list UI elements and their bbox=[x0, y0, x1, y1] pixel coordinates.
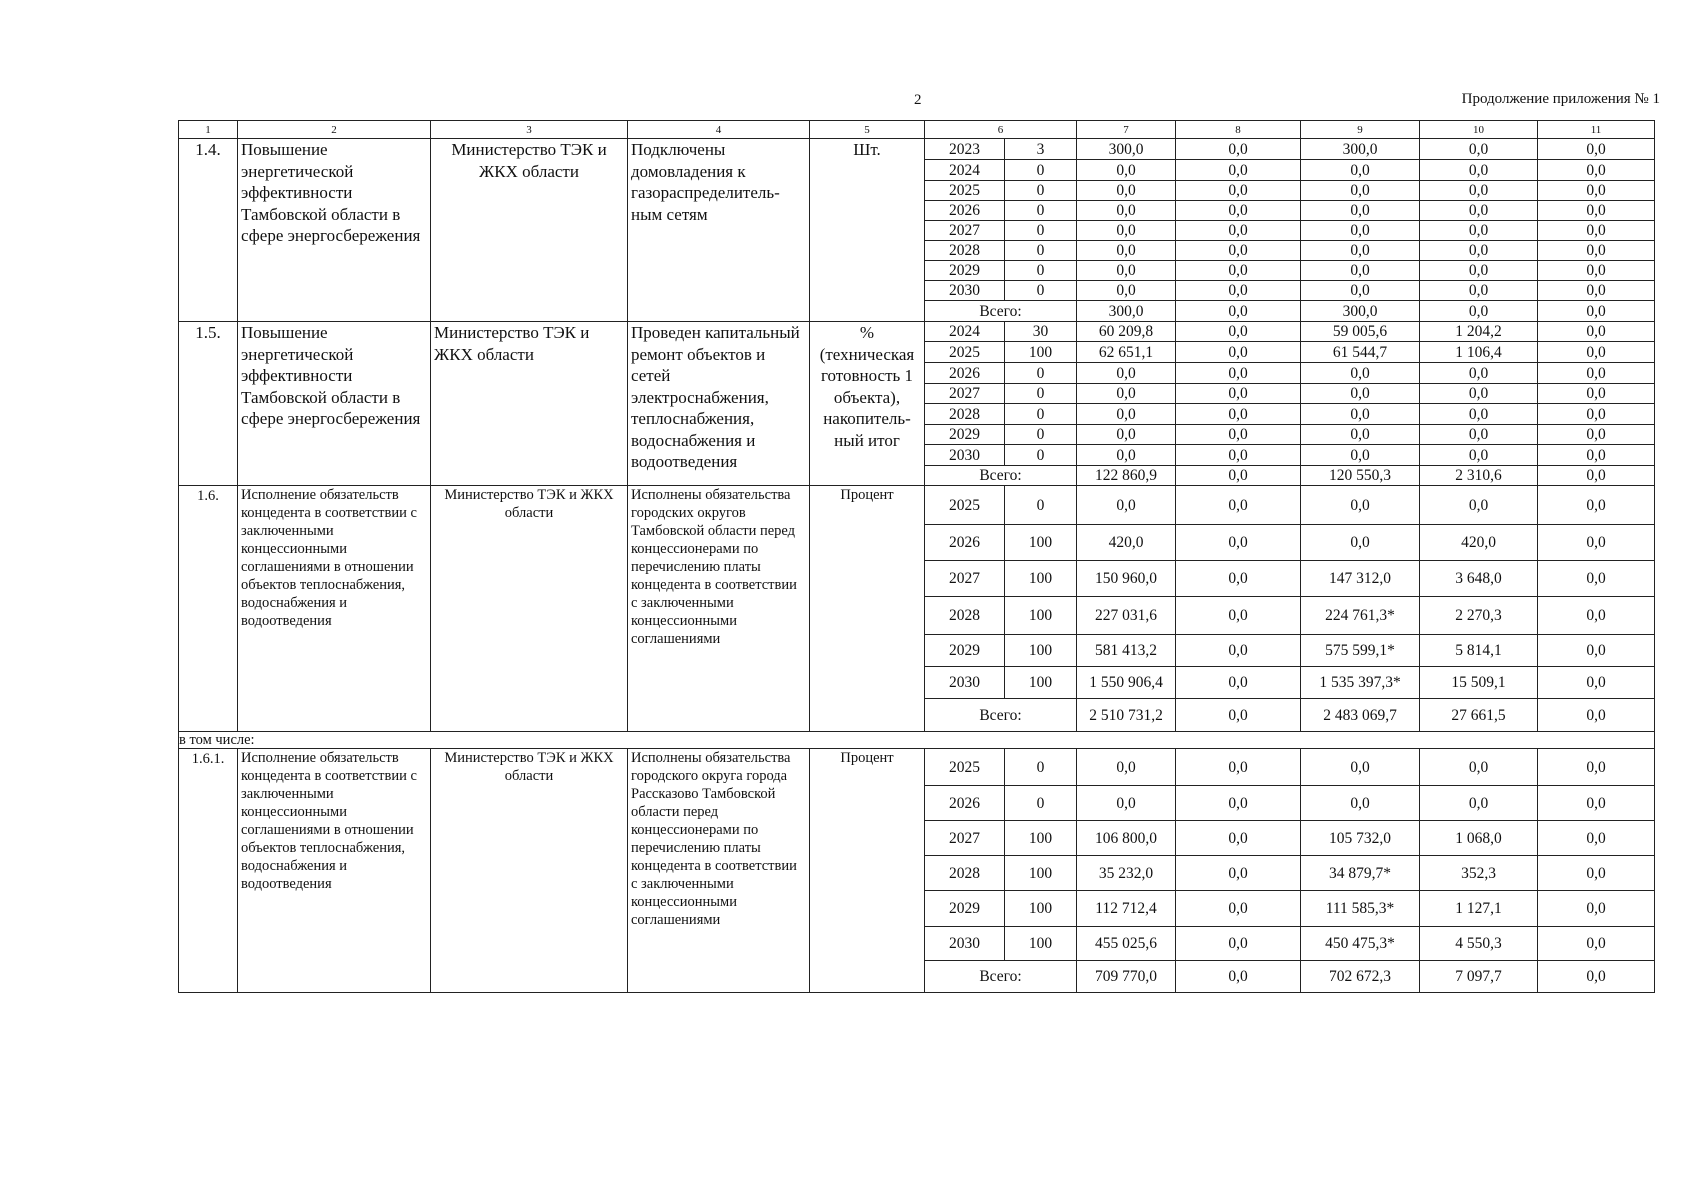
appendix-table bbox=[178, 120, 1655, 993]
amount-c7: 300,0 bbox=[1077, 139, 1176, 160]
year-cell: 2025 bbox=[925, 181, 1005, 201]
row-number: 1.6. bbox=[179, 486, 238, 732]
table-row bbox=[179, 749, 1655, 786]
col-header-6: 6 bbox=[925, 121, 1077, 139]
amount-c7: 0,0 bbox=[1077, 384, 1176, 404]
row-number: 1.4. bbox=[179, 139, 238, 322]
amount-c9: 0,0 bbox=[1301, 425, 1420, 445]
responsible-executor: Министерство ТЭК и ЖКХ области bbox=[431, 139, 628, 322]
amount-c7: 581 413,2 bbox=[1077, 635, 1176, 667]
indicator-value: 100 bbox=[1005, 667, 1077, 699]
amount-c8: 0,0 bbox=[1176, 322, 1301, 342]
total-c7: 122 860,9 bbox=[1077, 466, 1176, 486]
amount-c10: 1 127,1 bbox=[1420, 891, 1538, 927]
amount-c10: 0,0 bbox=[1420, 363, 1538, 384]
indicator-value: 0 bbox=[1005, 445, 1077, 466]
total-c11: 0,0 bbox=[1538, 961, 1655, 993]
year-cell: 2028 bbox=[925, 404, 1005, 425]
year-cell: 2027 bbox=[925, 821, 1005, 856]
amount-c7: 0,0 bbox=[1077, 221, 1176, 241]
amount-c10: 0,0 bbox=[1420, 384, 1538, 404]
amount-c11: 0,0 bbox=[1538, 786, 1655, 821]
unit-of-measure: % (техническая готовность 1 объекта), накопитель-ный итог bbox=[810, 322, 925, 486]
amount-c8: 0,0 bbox=[1176, 561, 1301, 597]
expected-result: Исполнены обязательства городского округа города Рассказово Тамбовской области перед концессионерами по перечислению платы концедента в соответствии с заключенными концессионными соглашениями bbox=[628, 749, 810, 993]
amount-c8: 0,0 bbox=[1176, 749, 1301, 786]
col-header-10: 10 bbox=[1420, 121, 1538, 139]
year-cell: 2028 bbox=[925, 241, 1005, 261]
year-cell: 2028 bbox=[925, 856, 1005, 891]
amount-c10: 0,0 bbox=[1420, 445, 1538, 466]
indicator-value: 0 bbox=[1005, 201, 1077, 221]
amount-c9: 0,0 bbox=[1301, 384, 1420, 404]
amount-c10: 0,0 bbox=[1420, 281, 1538, 301]
amount-c11: 0,0 bbox=[1538, 201, 1655, 221]
amount-c10: 4 550,3 bbox=[1420, 927, 1538, 961]
amount-c8: 0,0 bbox=[1176, 281, 1301, 301]
amount-c9: 0,0 bbox=[1301, 201, 1420, 221]
amount-c7: 0,0 bbox=[1077, 749, 1176, 786]
col-header-8: 8 bbox=[1176, 121, 1301, 139]
indicator-value: 3 bbox=[1005, 139, 1077, 160]
amount-c10: 0,0 bbox=[1420, 261, 1538, 281]
amount-c11: 0,0 bbox=[1538, 525, 1655, 561]
amount-c8: 0,0 bbox=[1176, 486, 1301, 525]
amount-c11: 0,0 bbox=[1538, 221, 1655, 241]
year-cell: 2030 bbox=[925, 667, 1005, 699]
amount-c11: 0,0 bbox=[1538, 891, 1655, 927]
amount-c7: 150 960,0 bbox=[1077, 561, 1176, 597]
amount-c7: 62 651,1 bbox=[1077, 342, 1176, 363]
total-c8: 0,0 bbox=[1176, 301, 1301, 322]
indicator-value: 100 bbox=[1005, 927, 1077, 961]
amount-c7: 60 209,8 bbox=[1077, 322, 1176, 342]
indicator-value: 0 bbox=[1005, 404, 1077, 425]
amount-c10: 0,0 bbox=[1420, 139, 1538, 160]
indicator-value: 100 bbox=[1005, 525, 1077, 561]
unit-of-measure: Шт. bbox=[810, 139, 925, 322]
amount-c9: 0,0 bbox=[1301, 525, 1420, 561]
col-header-2: 2 bbox=[238, 121, 431, 139]
amount-c8: 0,0 bbox=[1176, 635, 1301, 667]
measure-name: Исполнение обязательств концедента в соответствии с заключенными концессионными соглашениями в отношении объектов теплоснабжения, водоснабжения и водоотведения bbox=[238, 749, 431, 993]
year-cell: 2023 bbox=[925, 139, 1005, 160]
total-c11: 0,0 bbox=[1538, 301, 1655, 322]
year-cell: 2024 bbox=[925, 160, 1005, 181]
table-row bbox=[179, 139, 1655, 160]
amount-c10: 0,0 bbox=[1420, 181, 1538, 201]
amount-c7: 0,0 bbox=[1077, 425, 1176, 445]
amount-c11: 0,0 bbox=[1538, 261, 1655, 281]
amount-c10: 0,0 bbox=[1420, 486, 1538, 525]
year-cell: 2027 bbox=[925, 561, 1005, 597]
amount-c7: 0,0 bbox=[1077, 404, 1176, 425]
total-c11: 0,0 bbox=[1538, 466, 1655, 486]
indicator-value: 0 bbox=[1005, 221, 1077, 241]
amount-c7: 0,0 bbox=[1077, 160, 1176, 181]
amount-c8: 0,0 bbox=[1176, 445, 1301, 466]
amount-c7: 35 232,0 bbox=[1077, 856, 1176, 891]
amount-c10: 0,0 bbox=[1420, 241, 1538, 261]
amount-c11: 0,0 bbox=[1538, 342, 1655, 363]
amount-c10: 0,0 bbox=[1420, 404, 1538, 425]
page-number: 2 bbox=[914, 92, 922, 108]
unit-of-measure: Процент bbox=[810, 749, 925, 993]
amount-c9: 300,0 bbox=[1301, 139, 1420, 160]
amount-c7: 227 031,6 bbox=[1077, 597, 1176, 635]
amount-c9: 59 005,6 bbox=[1301, 322, 1420, 342]
total-label: Всего: bbox=[925, 961, 1077, 993]
total-c10: 0,0 bbox=[1420, 301, 1538, 322]
amount-c11: 0,0 bbox=[1538, 181, 1655, 201]
amount-c8: 0,0 bbox=[1176, 201, 1301, 221]
amount-c8: 0,0 bbox=[1176, 927, 1301, 961]
total-c10: 2 310,6 bbox=[1420, 466, 1538, 486]
amount-c8: 0,0 bbox=[1176, 856, 1301, 891]
amount-c11: 0,0 bbox=[1538, 635, 1655, 667]
indicator-value: 100 bbox=[1005, 635, 1077, 667]
col-header-9: 9 bbox=[1301, 121, 1420, 139]
amount-c8: 0,0 bbox=[1176, 363, 1301, 384]
amount-c9: 61 544,7 bbox=[1301, 342, 1420, 363]
amount-c9: 0,0 bbox=[1301, 160, 1420, 181]
amount-c8: 0,0 bbox=[1176, 160, 1301, 181]
amount-c11: 0,0 bbox=[1538, 821, 1655, 856]
table-row bbox=[179, 486, 1655, 525]
amount-c11: 0,0 bbox=[1538, 486, 1655, 525]
responsible-executor: Министерство ТЭК и ЖКХ области bbox=[431, 749, 628, 993]
amount-c9: 0,0 bbox=[1301, 261, 1420, 281]
year-cell: 2027 bbox=[925, 384, 1005, 404]
including-row bbox=[179, 732, 1655, 749]
amount-c11: 0,0 bbox=[1538, 363, 1655, 384]
amount-c10: 1 068,0 bbox=[1420, 821, 1538, 856]
amount-c9: 0,0 bbox=[1301, 486, 1420, 525]
row-number: 1.5. bbox=[179, 322, 238, 486]
amount-c7: 1 550 906,4 bbox=[1077, 667, 1176, 699]
amount-c9: 111 585,3* bbox=[1301, 891, 1420, 927]
amount-c7: 0,0 bbox=[1077, 241, 1176, 261]
indicator-value: 0 bbox=[1005, 749, 1077, 786]
year-cell: 2029 bbox=[925, 425, 1005, 445]
amount-c7: 0,0 bbox=[1077, 486, 1176, 525]
amount-c9: 0,0 bbox=[1301, 241, 1420, 261]
amount-c8: 0,0 bbox=[1176, 525, 1301, 561]
year-cell: 2026 bbox=[925, 525, 1005, 561]
amount-c8: 0,0 bbox=[1176, 342, 1301, 363]
amount-c8: 0,0 bbox=[1176, 404, 1301, 425]
amount-c7: 0,0 bbox=[1077, 445, 1176, 466]
amount-c9: 0,0 bbox=[1301, 445, 1420, 466]
amount-c11: 0,0 bbox=[1538, 749, 1655, 786]
amount-c11: 0,0 bbox=[1538, 404, 1655, 425]
amount-c8: 0,0 bbox=[1176, 786, 1301, 821]
amount-c11: 0,0 bbox=[1538, 322, 1655, 342]
amount-c10: 0,0 bbox=[1420, 221, 1538, 241]
year-cell: 2026 bbox=[925, 363, 1005, 384]
amount-c10: 0,0 bbox=[1420, 160, 1538, 181]
indicator-value: 100 bbox=[1005, 561, 1077, 597]
indicator-value: 100 bbox=[1005, 821, 1077, 856]
amount-c8: 0,0 bbox=[1176, 241, 1301, 261]
amount-c10: 0,0 bbox=[1420, 425, 1538, 445]
amount-c7: 420,0 bbox=[1077, 525, 1176, 561]
amount-c7: 0,0 bbox=[1077, 363, 1176, 384]
amount-c10: 1 204,2 bbox=[1420, 322, 1538, 342]
amount-c11: 0,0 bbox=[1538, 927, 1655, 961]
amount-c10: 3 648,0 bbox=[1420, 561, 1538, 597]
amount-c9: 105 732,0 bbox=[1301, 821, 1420, 856]
amount-c9: 450 475,3* bbox=[1301, 927, 1420, 961]
col-header-3: 3 bbox=[431, 121, 628, 139]
total-c10: 27 661,5 bbox=[1420, 699, 1538, 732]
amount-c7: 0,0 bbox=[1077, 786, 1176, 821]
amount-c11: 0,0 bbox=[1538, 425, 1655, 445]
amount-c10: 420,0 bbox=[1420, 525, 1538, 561]
year-cell: 2025 bbox=[925, 486, 1005, 525]
amount-c8: 0,0 bbox=[1176, 425, 1301, 445]
amount-c9: 0,0 bbox=[1301, 281, 1420, 301]
total-c7: 2 510 731,2 bbox=[1077, 699, 1176, 732]
indicator-value: 30 bbox=[1005, 322, 1077, 342]
year-cell: 2029 bbox=[925, 261, 1005, 281]
amount-c9: 0,0 bbox=[1301, 786, 1420, 821]
col-header-5: 5 bbox=[810, 121, 925, 139]
amount-c8: 0,0 bbox=[1176, 384, 1301, 404]
year-cell: 2030 bbox=[925, 445, 1005, 466]
total-c9: 120 550,3 bbox=[1301, 466, 1420, 486]
year-cell: 2030 bbox=[925, 281, 1005, 301]
indicator-value: 0 bbox=[1005, 241, 1077, 261]
measure-name: Повышение энергетической эффективности Тамбовской области в сфере энергосбережения bbox=[238, 139, 431, 322]
indicator-value: 0 bbox=[1005, 281, 1077, 301]
indicator-value: 100 bbox=[1005, 891, 1077, 927]
amount-c7: 455 025,6 bbox=[1077, 927, 1176, 961]
amount-c8: 0,0 bbox=[1176, 221, 1301, 241]
indicator-value: 100 bbox=[1005, 856, 1077, 891]
indicator-value: 0 bbox=[1005, 786, 1077, 821]
amount-c11: 0,0 bbox=[1538, 667, 1655, 699]
total-c7: 709 770,0 bbox=[1077, 961, 1176, 993]
amount-c7: 0,0 bbox=[1077, 281, 1176, 301]
amount-c9: 0,0 bbox=[1301, 181, 1420, 201]
amount-c9: 34 879,7* bbox=[1301, 856, 1420, 891]
total-c10: 7 097,7 bbox=[1420, 961, 1538, 993]
amount-c7: 112 712,4 bbox=[1077, 891, 1176, 927]
amount-c10: 5 814,1 bbox=[1420, 635, 1538, 667]
indicator-value: 0 bbox=[1005, 486, 1077, 525]
amount-c8: 0,0 bbox=[1176, 181, 1301, 201]
amount-c9: 0,0 bbox=[1301, 363, 1420, 384]
column-number-row bbox=[179, 121, 1655, 139]
year-cell: 2029 bbox=[925, 635, 1005, 667]
amount-c10: 15 509,1 bbox=[1420, 667, 1538, 699]
expected-result: Проведен капитальный ремонт объектов и сетей электроснабжения, теплоснабжения, водоснабжения и водоотведения bbox=[628, 322, 810, 486]
year-cell: 2026 bbox=[925, 201, 1005, 221]
amount-c10: 0,0 bbox=[1420, 749, 1538, 786]
responsible-executor: Министерство ТЭК и ЖКХ области bbox=[431, 322, 628, 486]
including-label: в том числе: bbox=[179, 732, 1655, 749]
amount-c8: 0,0 bbox=[1176, 261, 1301, 281]
amount-c9: 0,0 bbox=[1301, 221, 1420, 241]
table-row bbox=[179, 322, 1655, 342]
year-cell: 2027 bbox=[925, 221, 1005, 241]
amount-c11: 0,0 bbox=[1538, 856, 1655, 891]
measure-name: Повышение энергетической эффективности Тамбовской области в сфере энергосбережения bbox=[238, 322, 431, 486]
amount-c10: 2 270,3 bbox=[1420, 597, 1538, 635]
total-c11: 0,0 bbox=[1538, 699, 1655, 732]
total-c9: 2 483 069,7 bbox=[1301, 699, 1420, 732]
amount-c9: 147 312,0 bbox=[1301, 561, 1420, 597]
amount-c11: 0,0 bbox=[1538, 241, 1655, 261]
total-c8: 0,0 bbox=[1176, 961, 1301, 993]
amount-c11: 0,0 bbox=[1538, 597, 1655, 635]
amount-c9: 224 761,3* bbox=[1301, 597, 1420, 635]
total-c8: 0,0 bbox=[1176, 466, 1301, 486]
amount-c7: 106 800,0 bbox=[1077, 821, 1176, 856]
expected-result: Подключены домовладения к газораспределитель-ным сетям bbox=[628, 139, 810, 322]
year-cell: 2028 bbox=[925, 597, 1005, 635]
col-header-7: 7 bbox=[1077, 121, 1176, 139]
row-number: 1.6.1. bbox=[179, 749, 238, 993]
amount-c8: 0,0 bbox=[1176, 891, 1301, 927]
amount-c11: 0,0 bbox=[1538, 445, 1655, 466]
amount-c9: 575 599,1* bbox=[1301, 635, 1420, 667]
year-cell: 2029 bbox=[925, 891, 1005, 927]
col-header-1: 1 bbox=[179, 121, 238, 139]
year-cell: 2025 bbox=[925, 749, 1005, 786]
amount-c11: 0,0 bbox=[1538, 160, 1655, 181]
indicator-value: 100 bbox=[1005, 597, 1077, 635]
total-c7: 300,0 bbox=[1077, 301, 1176, 322]
indicator-value: 0 bbox=[1005, 384, 1077, 404]
expected-result: Исполнены обязательства городских округов Тамбовской области перед концессионерами по перечислению платы концедента в соответствии с заключенными концессионными соглашениями bbox=[628, 486, 810, 732]
amount-c11: 0,0 bbox=[1538, 561, 1655, 597]
measure-name: Исполнение обязательств концедента в соответствии с заключенными концессионными соглашениями в отношении объектов теплоснабжения, водоснабжения и водоотведения bbox=[238, 486, 431, 732]
year-cell: 2024 bbox=[925, 322, 1005, 342]
amount-c7: 0,0 bbox=[1077, 181, 1176, 201]
indicator-value: 0 bbox=[1005, 261, 1077, 281]
total-label: Всего: bbox=[925, 466, 1077, 486]
amount-c8: 0,0 bbox=[1176, 139, 1301, 160]
indicator-value: 0 bbox=[1005, 181, 1077, 201]
year-cell: 2026 bbox=[925, 786, 1005, 821]
col-header-4: 4 bbox=[628, 121, 810, 139]
amount-c10: 0,0 bbox=[1420, 201, 1538, 221]
col-header-11: 11 bbox=[1538, 121, 1655, 139]
amount-c9: 0,0 bbox=[1301, 404, 1420, 425]
total-c9: 702 672,3 bbox=[1301, 961, 1420, 993]
year-cell: 2030 bbox=[925, 927, 1005, 961]
responsible-executor: Министерство ТЭК и ЖКХ области bbox=[431, 486, 628, 732]
amount-c10: 352,3 bbox=[1420, 856, 1538, 891]
amount-c8: 0,0 bbox=[1176, 667, 1301, 699]
continuation-label: Продолжение приложения № 1 bbox=[1461, 91, 1660, 107]
unit-of-measure: Процент bbox=[810, 486, 925, 732]
indicator-value: 0 bbox=[1005, 363, 1077, 384]
amount-c9: 0,0 bbox=[1301, 749, 1420, 786]
amount-c11: 0,0 bbox=[1538, 384, 1655, 404]
amount-c10: 0,0 bbox=[1420, 786, 1538, 821]
amount-c7: 0,0 bbox=[1077, 201, 1176, 221]
total-c8: 0,0 bbox=[1176, 699, 1301, 732]
amount-c11: 0,0 bbox=[1538, 139, 1655, 160]
amount-c10: 1 106,4 bbox=[1420, 342, 1538, 363]
total-label: Всего: bbox=[925, 301, 1077, 322]
amount-c8: 0,0 bbox=[1176, 821, 1301, 856]
indicator-value: 0 bbox=[1005, 425, 1077, 445]
total-label: Всего: bbox=[925, 699, 1077, 732]
amount-c7: 0,0 bbox=[1077, 261, 1176, 281]
total-c9: 300,0 bbox=[1301, 301, 1420, 322]
year-cell: 2025 bbox=[925, 342, 1005, 363]
amount-c11: 0,0 bbox=[1538, 281, 1655, 301]
amount-c9: 1 535 397,3* bbox=[1301, 667, 1420, 699]
indicator-value: 100 bbox=[1005, 342, 1077, 363]
indicator-value: 0 bbox=[1005, 160, 1077, 181]
amount-c8: 0,0 bbox=[1176, 597, 1301, 635]
